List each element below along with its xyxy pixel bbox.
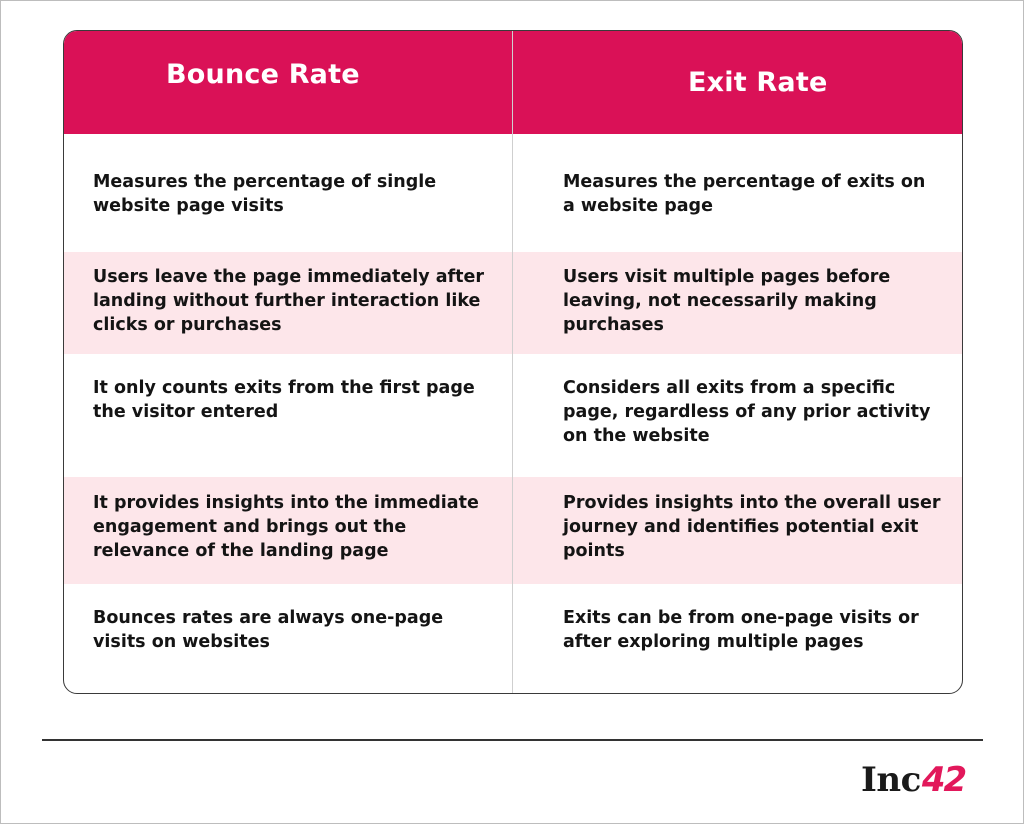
table-row xyxy=(64,477,962,584)
row-4-exit: Provides insights into the overall user journey and identifies potential exit points xyxy=(563,493,941,561)
row-2-bounce: Users leave the page immediately after landing without further interaction like clicks or purchases xyxy=(93,267,484,335)
comparison-table xyxy=(63,30,963,694)
row-5-bounce: Bounces rates are always one-page visits on websites xyxy=(93,608,444,652)
table-row xyxy=(64,134,962,252)
table-row xyxy=(64,354,962,477)
logo-text: Inc xyxy=(861,760,921,800)
table-row xyxy=(64,584,962,693)
header-exit-rate: Exit Rate xyxy=(688,67,828,98)
table-row xyxy=(64,252,962,354)
row-3-bounce: It only counts exits from the first page the visitor entered xyxy=(93,378,475,422)
row-3-exit: Considers all exits from a specific page, regardless of any prior activity on the website xyxy=(563,378,931,446)
inc42-logo xyxy=(861,759,965,801)
row-1-bounce: Measures the percentage of single website page visits xyxy=(93,172,437,216)
row-1-exit: Measures the percentage of exits on a website page xyxy=(563,172,926,216)
column-divider xyxy=(512,31,513,693)
header-bounce-rate: Bounce Rate xyxy=(166,59,360,90)
footer-divider xyxy=(42,739,983,741)
row-2-exit: Users visit multiple pages before leaving, not necessarily making purchases xyxy=(563,267,891,335)
table-header xyxy=(64,31,962,134)
row-4-bounce: It provides insights into the immediate engagement and brings out the relevance of the landing page xyxy=(93,493,479,561)
row-5-exit: Exits can be from one-page visits or after exploring multiple pages xyxy=(563,608,919,652)
logo-number: 42 xyxy=(921,760,966,800)
